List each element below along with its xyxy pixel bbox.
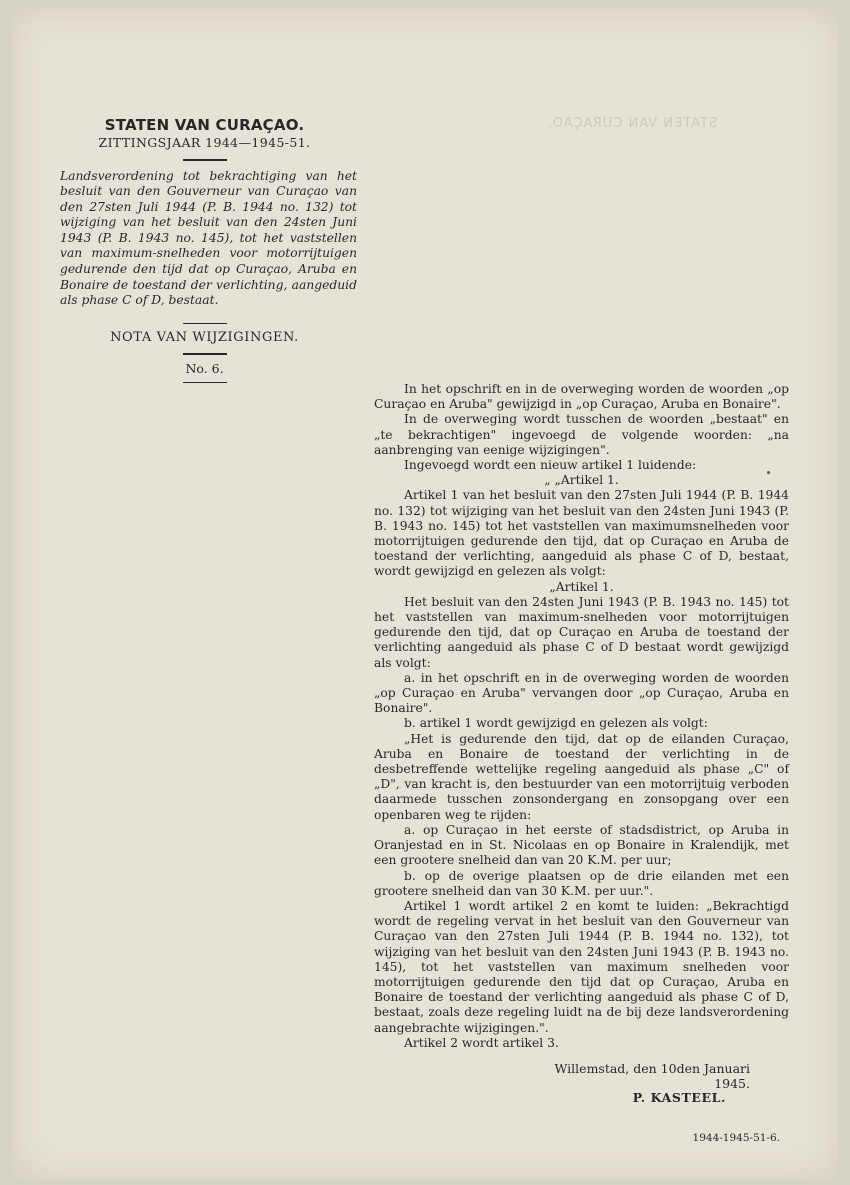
reference-number: 1944-1945-51-6. (692, 1132, 780, 1144)
paragraph: Ingevoegd wordt een nieuw artikel 1 luidende: (404, 458, 697, 473)
header-block (52, 108, 357, 391)
sub-item: a. op Curaçao in het eerste of stadsdistrict, op Aruba in Oranjestad en in St. Nicolaas en op Bonaire in Kralendijk, met een grootere snelheid dan van 20 K.M. per uur; (374, 822, 789, 868)
paragraph: Artikel 1 wordt artikel 2 en komt te luiden: „Bekrachtigd wordt de regeling vervat in het besluit van den Gouverneur van Curaçao van den 27sten Juli 1944 (P. B. 1944 no. 132), tot wijziging van het besluit van den 24sten Juni 1943 (P. B. 1943 no. 145), tot het vaststellen van maximum snelheden voor motorrijtuigen gedurende den tijd dat op Curaçao, Aruba en Bonaire de toestand der verlichting aangeduid als phase C of D, bestaat, zoals deze regeling luidt na de bij deze landsverordening aangebrachte wijzigingen.". (374, 898, 789, 1035)
nota-heading: NOTA VAN WIJZIGINGEN. (110, 330, 299, 346)
paragraph: Artikel 1 van het besluit van den 27sten Juli 1944 (P. B. 1944 no. 132) tot wijziging van het besluit van den 24sten Juni 1943 (P. B. 1943 no. 145) tot het vaststellen van maximumsnelheden voor motorrijtuigen gedurende den tijd, dat op Curaçao en Aruba de toestand der verlichting, aangeduid als phase C of D, bestaat, wordt gewijzigd en gelezen als volgt: (374, 488, 789, 579)
divider (183, 382, 227, 384)
article-heading: „Artikel 1. (549, 579, 614, 594)
document-number: No. 6. (185, 360, 224, 376)
sub-item: b. artikel 1 wordt gewijzigd en gelezen als volgt: (404, 716, 708, 731)
paragraph: In de overweging wordt tusschen de woorden „bestaat" en „te bekrachtigen" ingevoegd de volgende woorden: „na aanbrenging van eenige wijzigingen". (374, 412, 789, 457)
place-date: Willemstad, den 10den Januari 1945. (554, 1061, 750, 1091)
paragraph: „Het is gedurende den tijd, dat op de eilanden Curaçao, Aruba en Bonaire de toestand der verlichting in de desbetreffende wettelijke regeling aangeduid als phase „C" of „D", van kracht is, den bestuurder van een motorrijtuig verboden daarmede tusschen zonsondergang en zonsopgang over een openbaren weg te rijden: (374, 731, 789, 822)
bleed-through-text: STATEN VAN CURAÇAO. (547, 116, 718, 131)
divider (183, 323, 227, 325)
sub-item: a. in het opschrift en in de overweging worden de woorden „op Curaçao en Aruba" vervangen door „op Curaçao, Aruba en Bonaire". (374, 670, 789, 716)
document-page (12, 8, 838, 1180)
session-line: ZITTINGSJAAR 1944—1945-51. (98, 135, 311, 150)
paragraph: Artikel 2 wordt artikel 3. (404, 1035, 559, 1050)
divider (183, 159, 227, 161)
amendment-body (374, 382, 789, 1051)
divider (183, 353, 227, 355)
paragraph: Het besluit van den 24sten Juni 1943 (P. B. 1943 no. 145) tot het vaststellen van maximum-snelheden voor motorrijtuigen gedurende den tijd, dat op Curaçao en Aruba de toestand der verlichting aangeduid als phase C of D bestaat wordt gewijzigd als volgt: (374, 594, 789, 670)
article-heading: „ „Artikel 1. (544, 473, 619, 488)
ink-speck (767, 471, 770, 474)
sub-item: b. op de overige plaatsen op de drie eilanden met een grootere snelheid dan van 30 K.M. per uur.". (374, 868, 789, 898)
paragraph: In het opschrift en in de overweging worden de woorden „op Curaçao en Aruba" gewijzigd in „op Curaçao, Aruba en Bonaire". (374, 382, 789, 412)
signature: P. KASTEEL. (632, 1090, 726, 1105)
bill-summary: Landsverordening tot bekrachtiging van het besluit van den Gouverneur van Curaçao van den 27sten Juli 1944 (P. B. 1944 no. 132) tot wijziging van het besluit van den 24sten Juni 1943 (P. B. 1943 no. 145), tot het vaststellen van maximum-snelheden voor motorrijtuigen gedurende den tijd dat op Curaçao, Aruba en Bonaire de toestand der verlichting, aangeduid als phase C of D, bestaat. (60, 168, 357, 308)
document-title: STATEN VAN CURAÇAO. (104, 116, 305, 134)
